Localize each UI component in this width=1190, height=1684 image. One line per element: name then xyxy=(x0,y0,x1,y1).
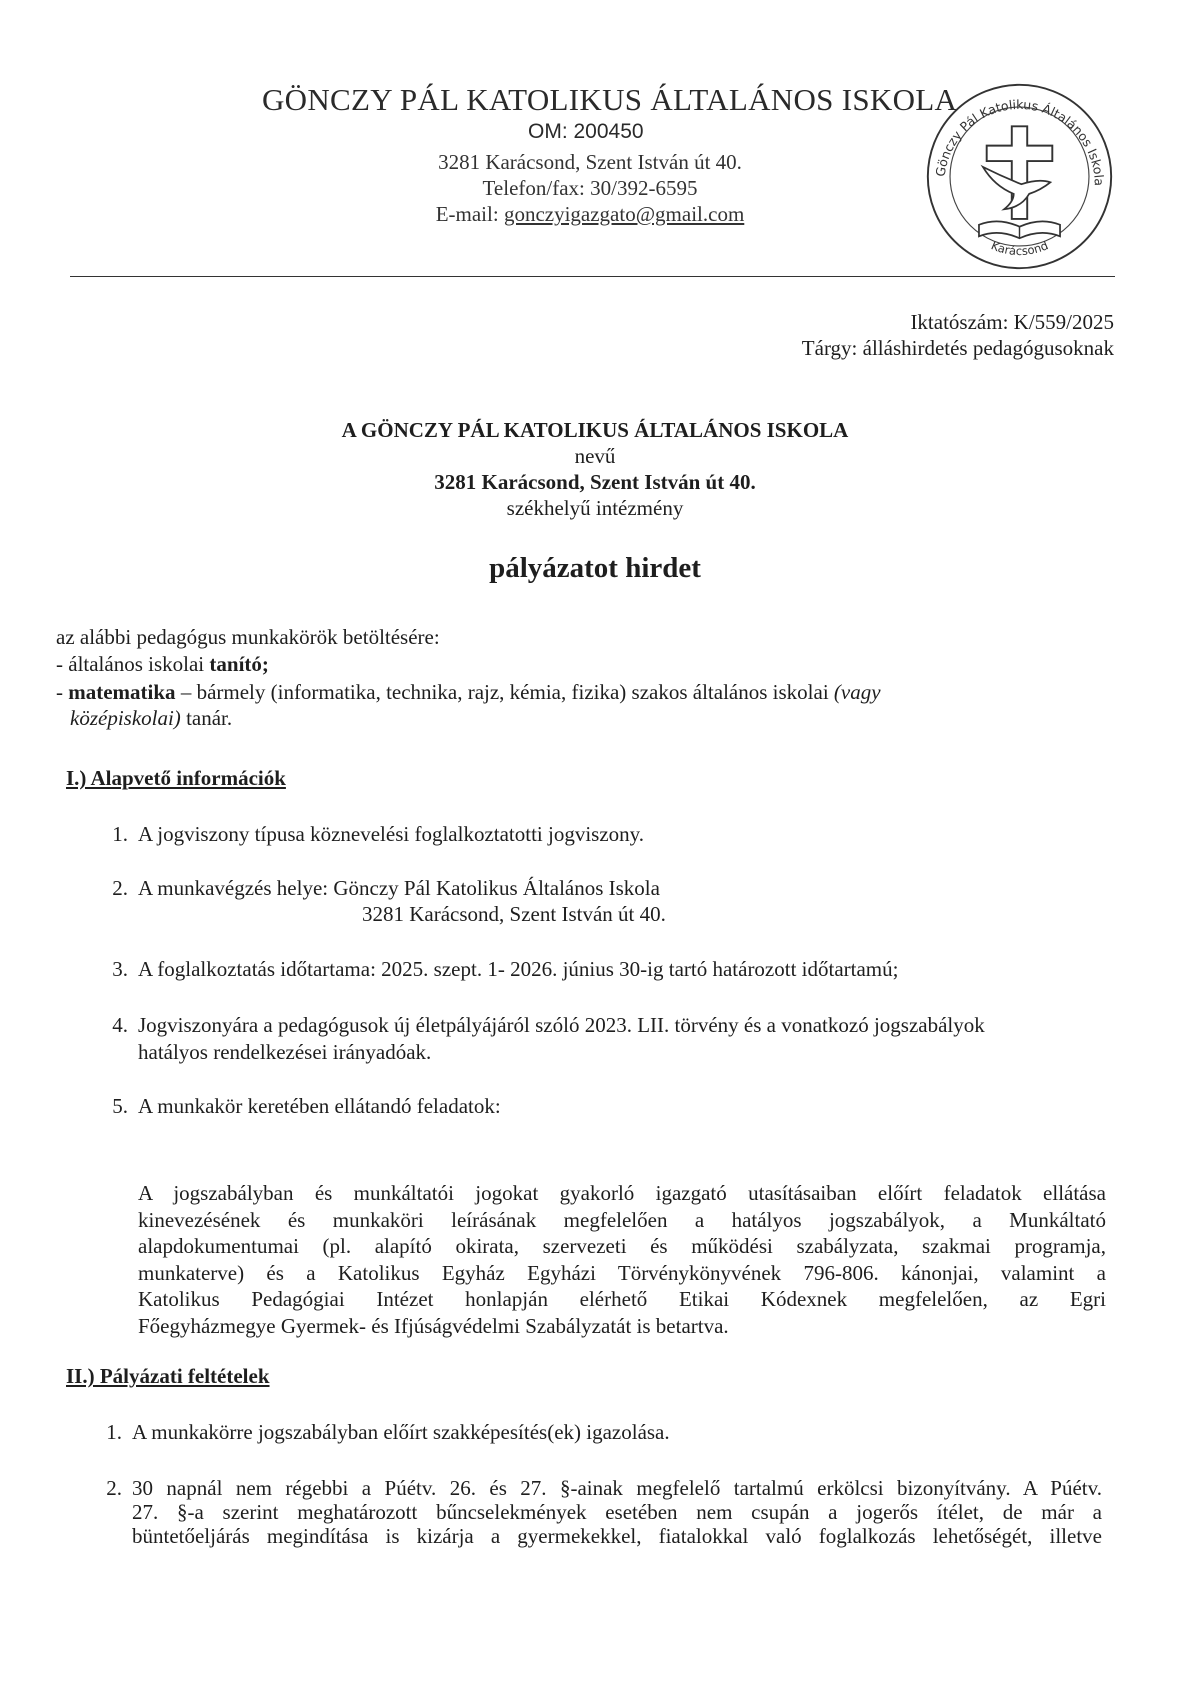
section2-item-number: 1. xyxy=(106,1420,122,1444)
section1-item-text: A jogviszony típusa köznevelési foglalkoztatotti jogviszony. xyxy=(138,822,645,846)
section2-item-text: A munkakörre jogszabályban előírt szakképesítés(ek) igazolása. xyxy=(132,1420,670,1444)
duties-line: Katolikus Pedagógiai Intézet honlapján elérhető Etikai Kódexnek megfelelően, az Egri xyxy=(138,1287,1106,1311)
section1-item-number: 2. xyxy=(112,876,128,900)
section1-item-number: 4. xyxy=(112,1013,128,1037)
position-teacher-prefix: - általános iskolai xyxy=(56,652,210,676)
seat-label: székhelyű intézmény xyxy=(506,496,684,520)
section2-heading: II.) Pályázati feltételek xyxy=(66,1364,270,1388)
section1-item-number: 1. xyxy=(112,822,128,846)
position-math-rest: – bármely (informatika, technika, rajz, kémia, fizika) szakos általános iskolai xyxy=(175,680,834,704)
position-math-cont-italic: középiskolai) xyxy=(70,706,181,730)
school-email-line xyxy=(330,202,850,227)
om-number: OM: 200450 xyxy=(528,120,644,143)
duties-paragraph xyxy=(138,1180,1106,1339)
email-link[interactable]: gonczyigazgato@gmail.com xyxy=(503,202,745,226)
school-seal-icon xyxy=(923,80,1116,273)
named-word: nevű xyxy=(574,444,616,468)
svg-text:Gönczy Pál Katolikus Általános: Gönczy Pál Katolikus Általános Iskola xyxy=(932,96,1107,187)
section2-item-line: 30 napnál nem régebbi a Púétv. 26. és 27. §-ainak megfelelő tartalmú erkölcsi bizonyítvány. A Púétv. xyxy=(132,1476,1102,1500)
school-name: GÖNCZY PÁL KATOLIKUS ÁLTALÁNOS ISKOLA xyxy=(262,82,958,117)
section1-item-text: A foglalkoztatás időtartama: 2025. szept. 1- 2026. június 30-ig tartó határozott időtartamú; xyxy=(138,957,899,981)
school-phone: Telefon/fax: 30/392-6595 xyxy=(482,176,698,200)
duties-line: Főegyházmegye Gyermek- és Ifjúságvédelmi Szabályzatát is betartva. xyxy=(138,1313,729,1338)
file-number: Iktatószám: K/559/2025 xyxy=(910,310,1114,334)
header-divider xyxy=(70,276,1115,277)
position-math xyxy=(56,680,881,705)
duties-line: kinevezésének és munkaköri leírásának megfelelően a hatályos jogszabályok, a Munkáltató xyxy=(138,1207,1106,1232)
section2-item-line: büntetőeljárás megindítása is kizárja a gyermekekkel, fiatalokkal való foglalkozás lehetőségét, illetve xyxy=(132,1524,1102,1548)
subject-line: Tárgy: álláshirdetés pedagógusoknak xyxy=(801,336,1114,360)
section1-item-text-cont: 3281 Karácsond, Szent István út 40. xyxy=(362,902,666,926)
institution-name: A GÖNCZY PÁL KATOLIKUS ÁLTALÁNOS ISKOLA xyxy=(341,418,849,442)
section1-item-number: 5. xyxy=(112,1094,128,1118)
position-math-prefix: - xyxy=(56,680,69,704)
position-teacher xyxy=(56,652,269,677)
section1-item-text: A munkakör keretében ellátandó feladatok: xyxy=(138,1094,501,1118)
section1-heading: I.) Alapvető információk xyxy=(66,766,286,790)
duties-line: alapdokumentumai (pl. alapító okirata, szervezeti és működési szabályzata, szakmai programja, xyxy=(138,1234,1106,1258)
institution-address: 3281 Karácsond, Szent István út 40. xyxy=(434,470,756,494)
section1-item-text: Jogviszonyára a pedagógusok új életpályájáról szóló 2023. LII. törvény és a vonatkozó jogszabályok xyxy=(138,1013,985,1037)
school-address: 3281 Karácsond, Szent István út 40. xyxy=(438,150,742,174)
section2-item-paragraph xyxy=(132,1476,1102,1548)
position-teacher-bold: tanító; xyxy=(209,652,269,676)
duties-line: A jogszabályban és munkáltatói jogokat gyakorló igazgató utasításaiban előírt feladatok ellátása xyxy=(138,1181,1106,1205)
section2-item-line: 27. §-a szerint meghatározott bűncselekmények esetében nem csupán a jogerős ítélet, de már a xyxy=(132,1500,1102,1524)
duties-line: munkaterve) és a Katolikus Egyház Egyházi Törvénykönyvének 796-806. kánonjai, valamint a xyxy=(138,1260,1106,1285)
positions-intro: az alábbi pedagógus munkakörök betöltésére: xyxy=(56,625,440,649)
announcement-title: pályázatot hirdet xyxy=(489,552,701,584)
email-label: E-mail: xyxy=(435,202,504,226)
section2-item-number: 2. xyxy=(106,1476,122,1500)
section1-item-number: 3. xyxy=(112,957,128,981)
section1-item-text: A munkavégzés helye: Gönczy Pál Katolikus Általános Iskola xyxy=(138,876,660,900)
position-math-cont xyxy=(70,706,232,731)
svg-text:Karácsond: Karácsond xyxy=(989,238,1051,259)
position-math-italic: (vagy xyxy=(833,680,881,704)
position-math-bold: matematika xyxy=(68,680,176,704)
section1-item-text-cont: hatályos rendelkezései irányadóak. xyxy=(138,1040,432,1064)
position-math-cont-rest: tanár. xyxy=(180,706,233,730)
